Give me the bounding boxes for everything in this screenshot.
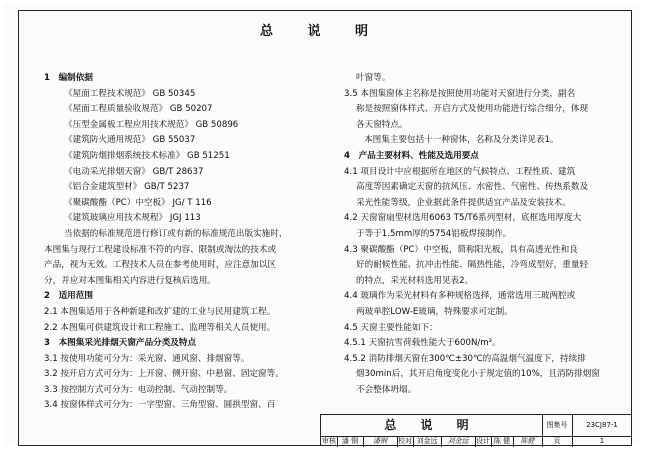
text-line: 本图集与现行工程建设标准不符的内容、限制或淘汰的技术或 xyxy=(44,244,277,255)
section-heading: 4 产品主要材料、性能及选用要点 xyxy=(344,150,479,161)
text-line: 2.1 本图集适用于各种新建和改扩建的工业与民用建筑工程。 xyxy=(44,306,276,317)
text-line: 《铝合金建筑型材》 GB/T 5237 xyxy=(64,182,190,193)
text-line: 不会整体坍塌。 xyxy=(356,384,417,395)
text-line: 好的耐候性能、抗冲击性能、隔热性能，冷弯成型好，重量轻 xyxy=(356,260,589,271)
text-line: 《建筑防火通用规范》 GB 55037 xyxy=(64,135,196,146)
title-block-bottom-row xyxy=(321,436,632,447)
text-line: 烟30min后，其开启角度变化小于规定值的10%，且消防排烟窗 xyxy=(356,369,600,380)
text-line: 叶窗等。 xyxy=(356,73,391,83)
page-number: 1 xyxy=(599,437,605,445)
text-line: 3.1 按使用功能可分为：采光窗、通风窗、排烟窗等。 xyxy=(44,353,250,364)
page-title: 总 说 明 xyxy=(259,24,384,39)
text-line: 当依据的标准规范进行修订或有新的标准规范出版实施时， xyxy=(64,228,288,239)
left-column xyxy=(44,71,337,414)
text-line: 4.2 天窗窗扇型材选用6063 T5/T6系列型材，底框选用厚度大 xyxy=(344,213,582,224)
text-line: 分，并应对本图集相关内容进行复核后选用。 xyxy=(44,275,216,286)
text-line: 3.2 按开启方式可分为：上开窗、侧开窗、中悬窗、固定窗等。 xyxy=(44,369,284,380)
title-block-name: 总 说 明 xyxy=(321,415,543,436)
text-line: 3.5 本图集窗体主名称是按照使用功能对天窗进行分类，副名 xyxy=(344,88,576,99)
text-line: 称是按照窗体样式、开启方式及使用功能进行综合细分，体现 xyxy=(356,104,589,115)
text-line: 3.3 按控制方式可分为：电动控制、气动控制等。 xyxy=(44,384,233,395)
text-line: 《压型金属板工程应用技术规范》 GB 50896 xyxy=(64,119,239,130)
reviewer-signature: 潘钢 xyxy=(363,436,398,447)
checker-name: 刘金远 xyxy=(413,436,442,447)
text-line: 两玻单腔LOW-E玻璃，特殊要求可定制。 xyxy=(356,306,513,317)
text-line: 高度等因素确定天窗的抗风压、水密性、气密性、传热系数及 xyxy=(356,182,589,193)
text-line: 《建筑防烟排烟系统技术标准》 GB 51251 xyxy=(64,150,230,161)
text-line: 《电动采光排烟天窗》 GB/T 28637 xyxy=(64,166,204,177)
atlas-number-label: 图集号 xyxy=(542,415,573,436)
designer-signature: 陈健 xyxy=(513,436,543,447)
text-line: 各天窗特点。 xyxy=(356,119,408,130)
text-line: 4.1 项目设计中应根据所在地区的气候特点、工程性质、建筑 xyxy=(344,166,576,177)
drawing-sheet xyxy=(4,4,639,445)
text-line: 本图集主要包括十一种窗体，名称及分类详见表1。 xyxy=(364,135,559,146)
text-line: 《屋面工程质量验收规范》 GB 50207 xyxy=(64,104,213,115)
section-heading: 1 编制依据 xyxy=(44,73,93,83)
text-line: 4.5 天窗主要性能如下： xyxy=(344,322,438,333)
text-line: 于等于1.5mm厚的5754铝板焊接制作。 xyxy=(356,228,512,239)
title-block-top-row xyxy=(321,415,632,437)
text-line: 2.2 本图集可供建筑设计和工程施工、监理等相关人员使用。 xyxy=(44,322,276,333)
text-line: 《屋面工程技术规范》 GB 50345 xyxy=(64,88,196,99)
title-block xyxy=(320,414,632,446)
page-label: 页 xyxy=(542,436,573,447)
checker-label: 校对 xyxy=(398,437,412,445)
section-heading: 2 适用范围 xyxy=(44,291,93,302)
section-heading: 3 本图集采光排烟天窗产品分类及特点 xyxy=(44,338,197,349)
atlas-number: 23CJ87-1 xyxy=(586,421,618,429)
checker-signature: 刘金远 xyxy=(441,436,476,447)
reviewer-name: 潘 钢 xyxy=(337,436,364,447)
designer-name: 陈 健 xyxy=(491,436,514,447)
text-line: 3.4 按窗体样式可分为：一字型窗、三角型窗、圆拱型窗、百 xyxy=(44,400,276,411)
reviewer-label: 审核 xyxy=(322,437,336,445)
text-line: 4.3 聚碳酸酯（PC）中空板，简称阳光板，具有高透光性和良 xyxy=(344,244,578,255)
text-line: 4.4 玻璃作为采光材料有多种规格选择，通常选用三玻两腔或 xyxy=(344,291,576,302)
text-line: 采光性能等级，企业据此条件提供适宜产品及安装技术。 xyxy=(356,197,571,208)
right-column xyxy=(344,71,622,398)
text-line: 产品，视为无效。工程技术人员在参考使用时，应注意加以区 xyxy=(44,260,277,271)
text-line: 4.5.2 消防排烟天窗在300℃±30℃的高温烟气温度下，持续排 xyxy=(344,353,586,364)
designer-label: 设计 xyxy=(476,437,490,445)
text-line: 《聚碳酸酯（PC）中空板》 JG/ T 116 xyxy=(64,197,212,208)
text-line: 的特点，采光材料选用见表2。 xyxy=(356,275,474,286)
text-line: 4.5.1 天窗抗雪荷载性能大于600N/m²。 xyxy=(344,338,501,349)
text-line: 《建筑玻璃应用技术规程》 JGJ 113 xyxy=(64,213,201,224)
